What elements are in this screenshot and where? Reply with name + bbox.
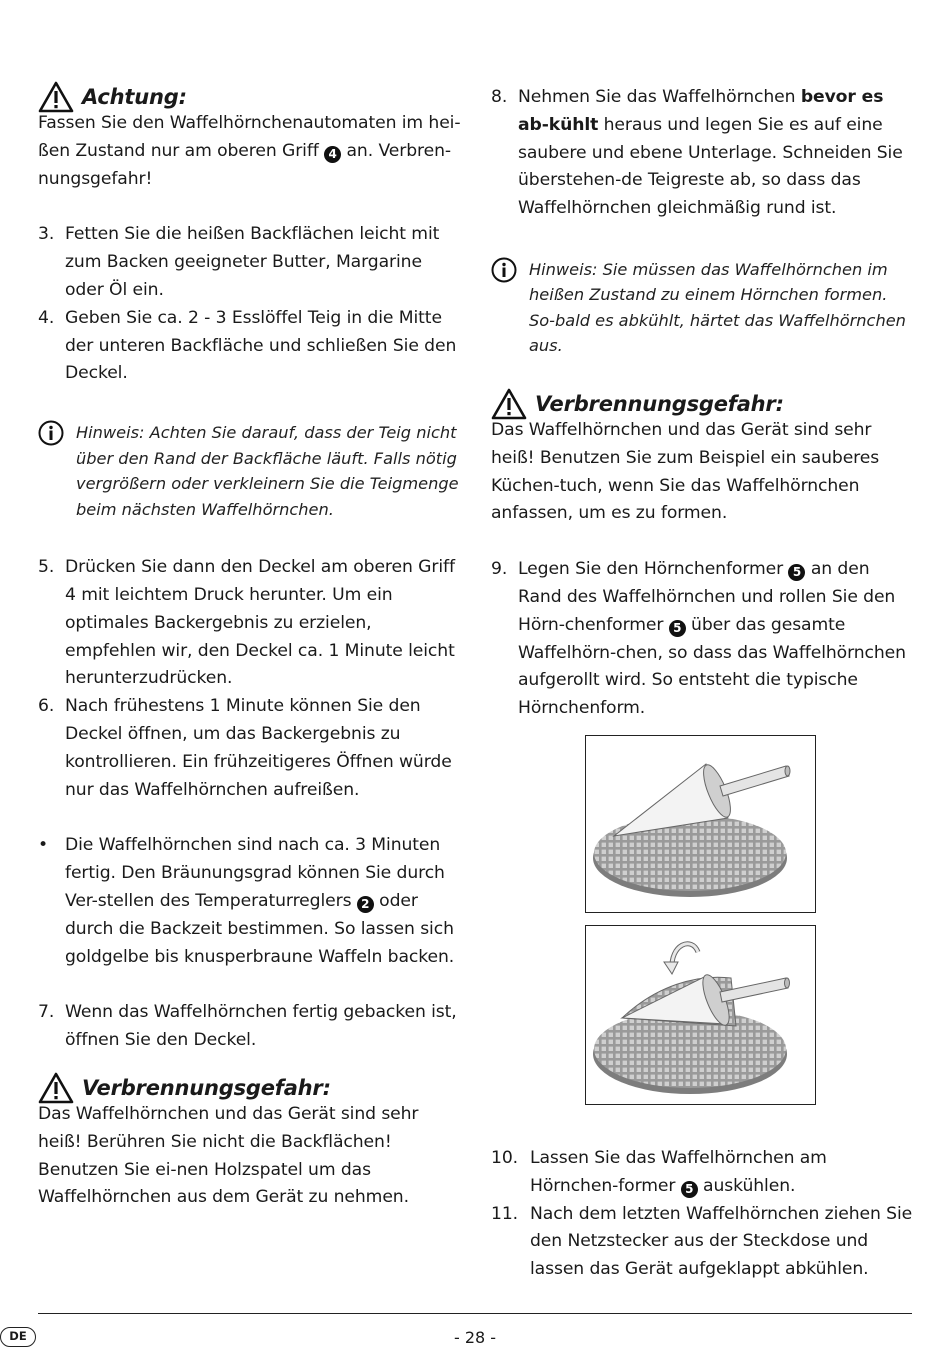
step-item: 8. Nehmen Sie das Waffelhörnchen bevor es ab-kühlt heraus und legen Sie es auf eine saubere und ebene Unterlage. Schneiden Sie überstehen-de Teigreste ab, so dass das Waffelhörnchen gleichmäßig rund ist. xyxy=(491,87,903,219)
cone-rolling-illustration xyxy=(586,926,815,1104)
left-column xyxy=(38,80,463,1212)
step-item: 4. Geben Sie ca. 2 - 3 Esslöffel Teig in die Mitte der unteren Backfläche und schließen Sie den Deckel. xyxy=(38,307,457,384)
note xyxy=(491,257,916,359)
part-number-badge: 2 xyxy=(357,896,374,913)
step-item: 3. Fetten Sie die heißen Backflächen leicht mit zum Backen geeigneter Butter, Margarine oder Öl ein. xyxy=(38,224,440,300)
warning-triangle-icon xyxy=(38,1072,74,1104)
bullet-item: • Die Waffelhörnchen sind nach ca. 3 Minuten fertig. Den Bräunungsgrad können Sie durch Ver-stellen des Temperaturreglers 2 oder durch die Backzeit bestimmen. So lassen sich goldgelbe bis knusperbraune Waffeln backen. xyxy=(38,835,455,967)
warning-text: Fassen Sie den Waffelhörnchenautomaten im hei-ßen Zustand nur am oberen Griff 4 an. Verbren-nungsgefahr! xyxy=(38,113,461,189)
right-column xyxy=(491,84,916,1284)
warning-heading xyxy=(38,80,463,114)
part-number-badge: 5 xyxy=(681,1181,698,1198)
illustration-cone-rolling xyxy=(585,925,816,1105)
info-icon xyxy=(38,420,64,446)
warning-title: Verbrennungsgefahr: xyxy=(82,1075,331,1100)
step-item: 5. Drücken Sie dann den Deckel am oberen Griff 4 mit leichtem Druck herunter. Um ein optimales Backergebnis zu erzielen, empfehlen wir, den Deckel ca. 1 Minute leicht herunterzudrücken. xyxy=(38,557,455,689)
step-item: 6. Nach frühestens 1 Minute können Sie den Deckel öffnen, um das Backergebnis zu kontrollieren. Ein frühzeitigeres Öffnen würde nur das Waffelhörnchen aufreißen. xyxy=(38,696,452,800)
warning-triangle-icon xyxy=(491,388,527,420)
language-badge: DE xyxy=(0,1327,36,1347)
page-number: - 28 - xyxy=(453,1328,497,1347)
note-text: Hinweis: Sie müssen das Waffelhörnchen im heißen Zustand zu einem Hörnchen formen. So-bald es abkühlt, härtet das Waffelhörnchen aus. xyxy=(529,259,906,356)
info-icon xyxy=(491,257,517,283)
part-number-badge: 4 xyxy=(324,146,341,163)
step-item: 7. Wenn das Waffelhörnchen fertig gebacken ist, öffnen Sie den Deckel. xyxy=(38,1002,457,1051)
warning-heading xyxy=(38,1071,463,1105)
note-text: Hinweis: Achten Sie darauf, dass der Teig nicht über den Rand der Backfläche läuft. Falls nötig vergrößern oder verkleinern Sie die Teigmenge beim nächsten Waffelhörnchen. xyxy=(76,423,459,519)
illustration-cone-placement xyxy=(585,735,816,913)
cone-former-illustration xyxy=(586,736,815,912)
part-number-badge: 5 xyxy=(669,620,686,637)
warning-title: Verbrennungsgefahr: xyxy=(535,391,784,416)
warning-triangle-icon xyxy=(38,81,74,113)
step-item: 11. Nach dem letzten Waffelhörnchen ziehen Sie den Netzstecker aus der Steckdose und lassen das Gerät aufgeklappt abkühlen. xyxy=(491,1203,913,1280)
warning-text: Das Waffelhörnchen und das Gerät sind sehr heiß! Benutzen Sie zum Beispiel ein sauberes Küchen-tuch, wenn Sie das Waffelhörnchen anfassen, um es zu formen. xyxy=(491,419,880,524)
step-item: 9. Legen Sie den Hörnchenformer 5 an den Rand des Waffelhörnchen und rollen Sie den Hörn-chenformer 5 über das gesamte Waffelhörn-chen, so dass das Waffelhörnchen aufgerollt wird. So entsteht die typische Hörnchenform. xyxy=(491,559,906,719)
warning-text: Das Waffelhörnchen und das Gerät sind sehr heiß! Berühren Sie nicht die Backflächen! Benutzen Sie ei-nen Holzspatel um das Waffelhörnchen aus dem Gerät zu nehmen. xyxy=(38,1103,419,1208)
warning-heading xyxy=(491,387,916,421)
part-number-badge: 5 xyxy=(788,564,805,581)
note xyxy=(38,420,463,522)
warning-title: Achtung: xyxy=(82,85,187,109)
footer-divider xyxy=(38,1313,912,1314)
step-item: 10. Lassen Sie das Waffelhörnchen am Hörnchen-former 5 auskühlen. xyxy=(491,1147,827,1196)
